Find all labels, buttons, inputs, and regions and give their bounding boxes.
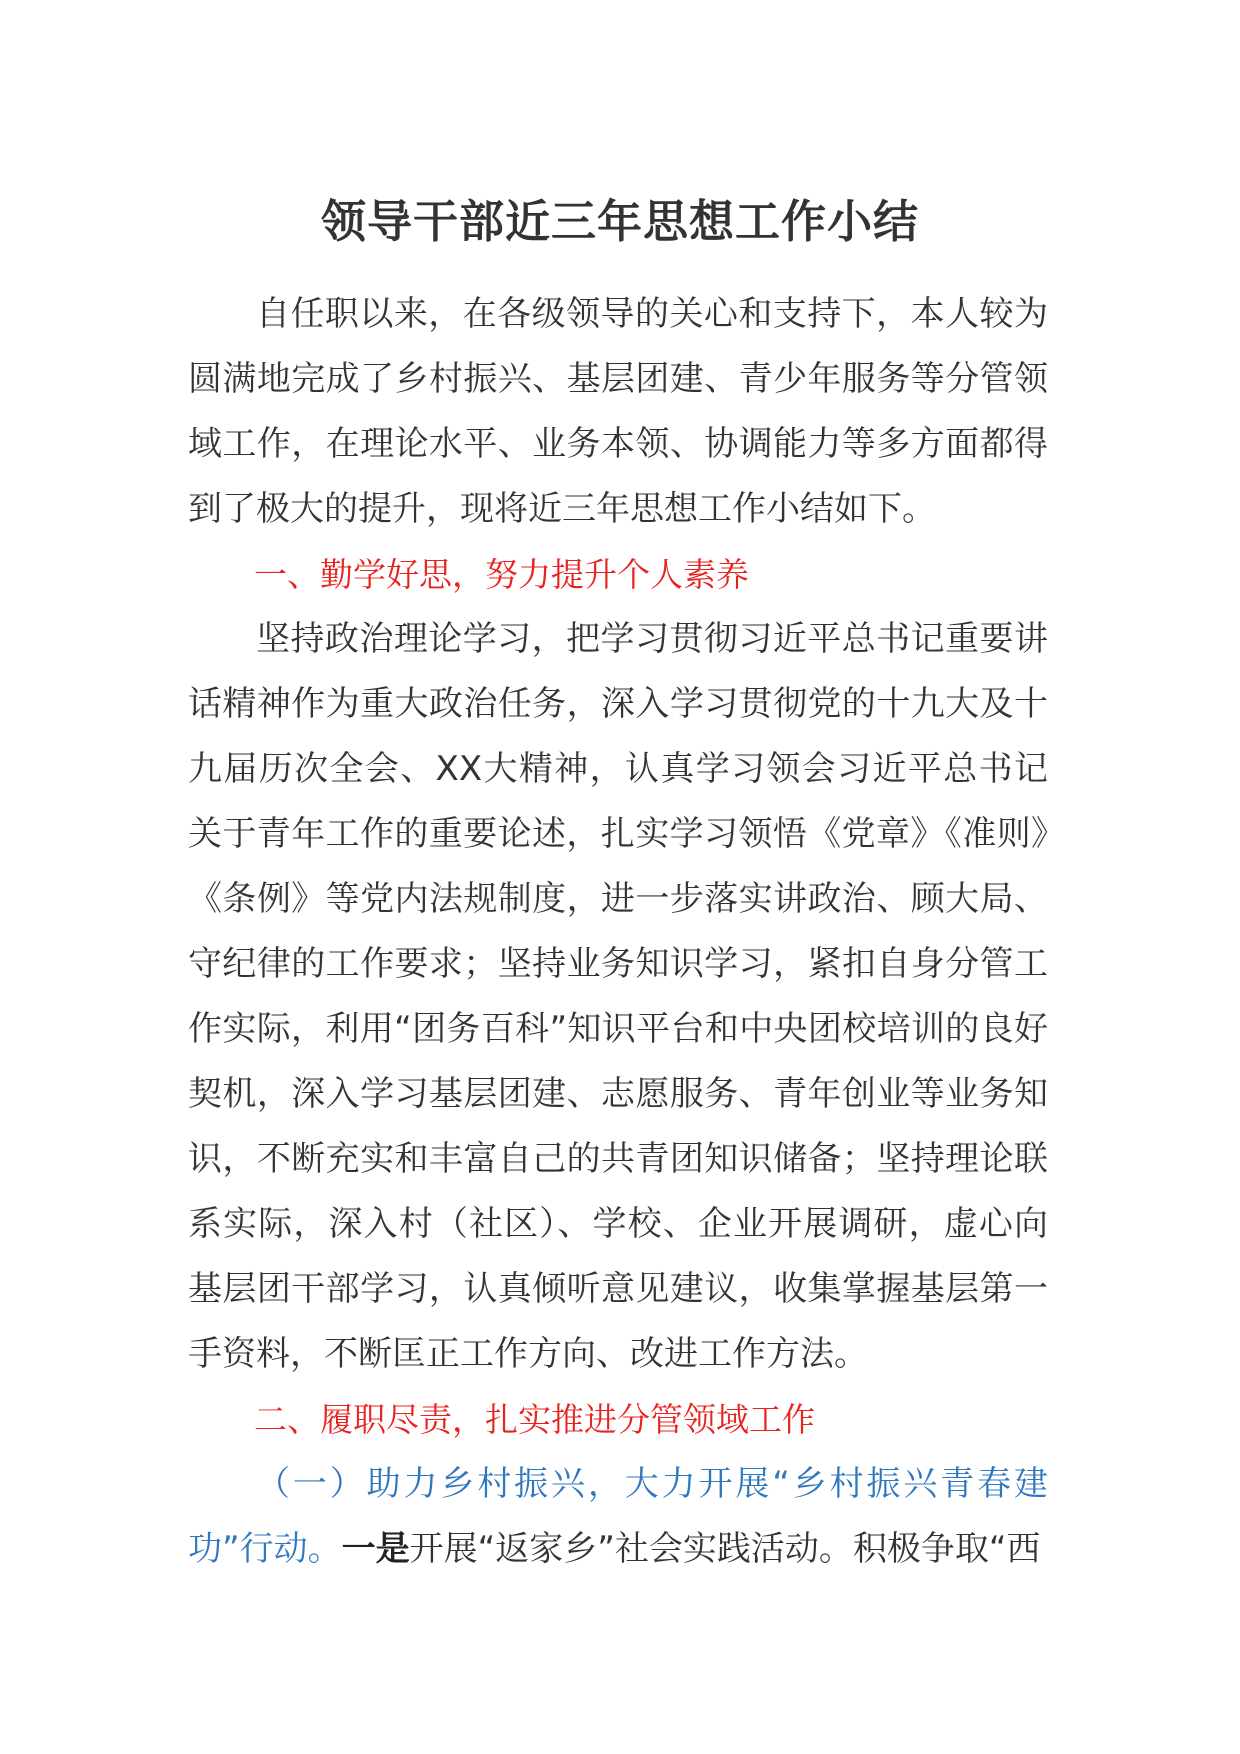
section-1-paragraph: 坚持政治理论学习，把学习贯彻习近平总书记重要讲话精神作为重大政治任务，深入学习贯彻党的十九大及十九届历次全会、XX大精神，认真学习领会习近平总书记关于青年工作的重要论述，扎实学习领悟《党章》《准则》《条例》等党内法规制度，进一步落实讲政治、顾大局、守纪律的工作要求；坚持业务知识学习，紧扣自身分管工作实际，利用“团务百科”知识平台和中央团校培训的良好契机，深入学习基层团建、志愿服务、青年创业等业务知识，不断充实和丰富自己的共青团知识储备；坚持理论联系实际，深入村（社区）、学校、企业开展调研，虚心向基层团干部学习，认真倾听意见建议，收集掌握基层第一手资料，不断匡正工作方向、改进工作方法。 (188, 619, 1048, 1374)
document-body (188, 282, 1048, 1582)
subsection-1-lead: 一是 (341, 1529, 410, 1569)
subsection-1-paragraph (188, 1452, 1048, 1582)
intro-paragraph: 自任职以来，在各级领导的关心和支持下，本人较为圆满地完成了乡村振兴、基层团建、青少年服务等分管领域工作，在理论水平、业务本领、协调能力等多方面都得到了极大的提升，现将近三年思想工作小结如下。 (188, 294, 1048, 529)
section-2-heading: 二、履职尽责，扎实推进分管领域工作 (254, 1400, 815, 1439)
subsection-1-heading: （一）助力乡村振兴，大力开展“乡村振兴青春建功”行动。 (188, 1464, 1048, 1569)
section-1-heading: 一、勤学好思，努力提升个人素养 (254, 555, 749, 594)
subsection-1-text: 开展“返家乡”社会实践活动。积极争取“西 (409, 1529, 1041, 1569)
document-title: 领导干部近三年思想工作小结 (320, 195, 919, 248)
